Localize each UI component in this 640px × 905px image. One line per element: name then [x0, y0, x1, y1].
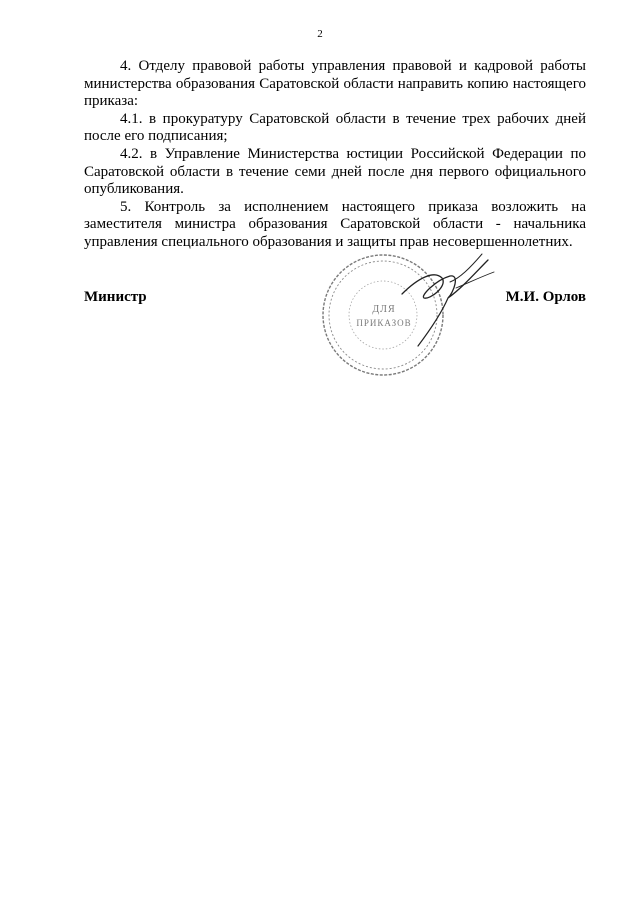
handwritten-signature [390, 248, 520, 358]
page-number: 2 [317, 28, 323, 40]
signatory-title: Министр [84, 289, 147, 305]
signatory-name: М.И. Орлов [505, 289, 586, 305]
paragraph-item-4-1: 4.1. в прокуратуру Саратовской области в течение трех рабочих дней после его подписания; [84, 110, 586, 145]
paragraph-item-4: 4. Отделу правовой работы управления правовой и кадровой работы министерства образования Саратовской области направить копию настоящего приказа: [84, 58, 586, 110]
paragraph-item-4-2: 4.2. в Управление Министерства юстиции Российской Федерации по Саратовской области в течение семи дней после дня первого официального опубликования. [84, 145, 586, 198]
stamp-text-line2: ПРИКАЗОВ [356, 318, 412, 328]
stamp-text-line1: ДЛЯ [372, 304, 396, 315]
document-body [84, 58, 586, 252]
paragraph-item-5: 5. Контроль за исполнением настоящего приказа возложить на заместителя министра образования Саратовской области - начальника управления специального образования и защиты прав несовершеннолетних. [84, 198, 586, 250]
